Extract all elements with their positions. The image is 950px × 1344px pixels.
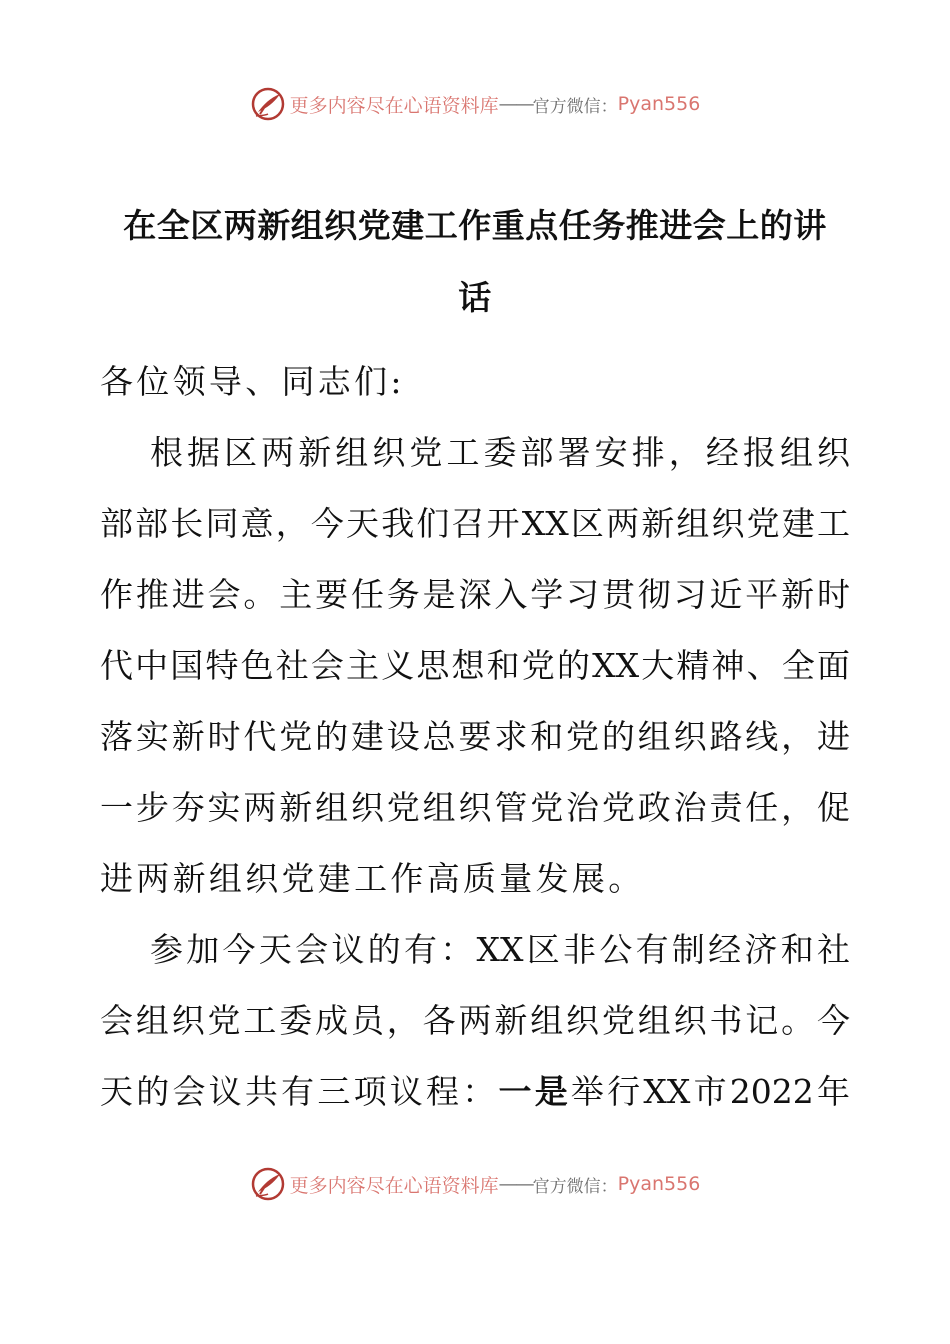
banner-dash: —— <box>498 93 533 115</box>
document-title-line-1: 在全区两新组织党建工作重点任务推进会上的讲 <box>123 206 827 245</box>
paragraph-1-line-6: 一步夯实两新组织党组织管党治党政治责任，促 <box>100 788 850 827</box>
salutation: 各位领导、同志们: <box>100 362 405 401</box>
paragraph-2-line-3 <box>100 1072 850 1112</box>
paragraph-1-line-3: 作推进会。主要任务是深入学习贯彻习近平新时 <box>100 575 850 614</box>
paragraph-2-line-3-prefix: 天的会议共有三项议程： <box>100 1072 499 1111</box>
banner-site-text: 更多内容尽在心语资料库 <box>289 94 499 117</box>
banner-wechat-label: 官方微信： <box>532 96 618 117</box>
paragraph-1-line-7: 进两新组织党建工作高质量发展。 <box>100 859 645 898</box>
quill-pen-logo-icon <box>250 1166 286 1202</box>
paragraph-1-line-1: 根据区两新组织党工委部署安排，经报组织 <box>150 433 850 472</box>
footer-banner-dash: —— <box>498 1173 533 1195</box>
paragraph-1-line-4: 代中国特色社会主义思想和党的XX大精神、全面 <box>100 646 850 685</box>
footer-banner-site-text: 更多内容尽在心语资料库 <box>289 1174 499 1197</box>
paragraph-1-line-5: 落实新时代党的建设总要求和党的组织路线，进 <box>100 717 850 756</box>
paragraph-2-line-3-suffix: 举行XX市2022年 <box>570 1072 851 1111</box>
header-banner <box>0 84 950 124</box>
paragraph-2-line-2: 会组织党工委成员，各两新组织党组织书记。今 <box>100 1001 850 1040</box>
banner-wechat-id: Pyan556 <box>617 93 701 115</box>
paragraph-1-line-2: 部部长同意，今天我们召开XX区两新组织党建工 <box>100 504 850 543</box>
paragraph-2-line-1: 参加今天会议的有：XX区非公有制经济和社 <box>150 930 850 969</box>
footer-banner-wechat-id: Pyan556 <box>617 1173 701 1195</box>
footer-banner <box>0 1164 950 1204</box>
agenda-item-one-label: 一是 <box>498 1072 571 1111</box>
document-title-line-2: 话 <box>458 278 492 317</box>
footer-banner-wechat-label: 官方微信： <box>532 1176 618 1197</box>
quill-pen-logo-icon <box>250 86 286 122</box>
